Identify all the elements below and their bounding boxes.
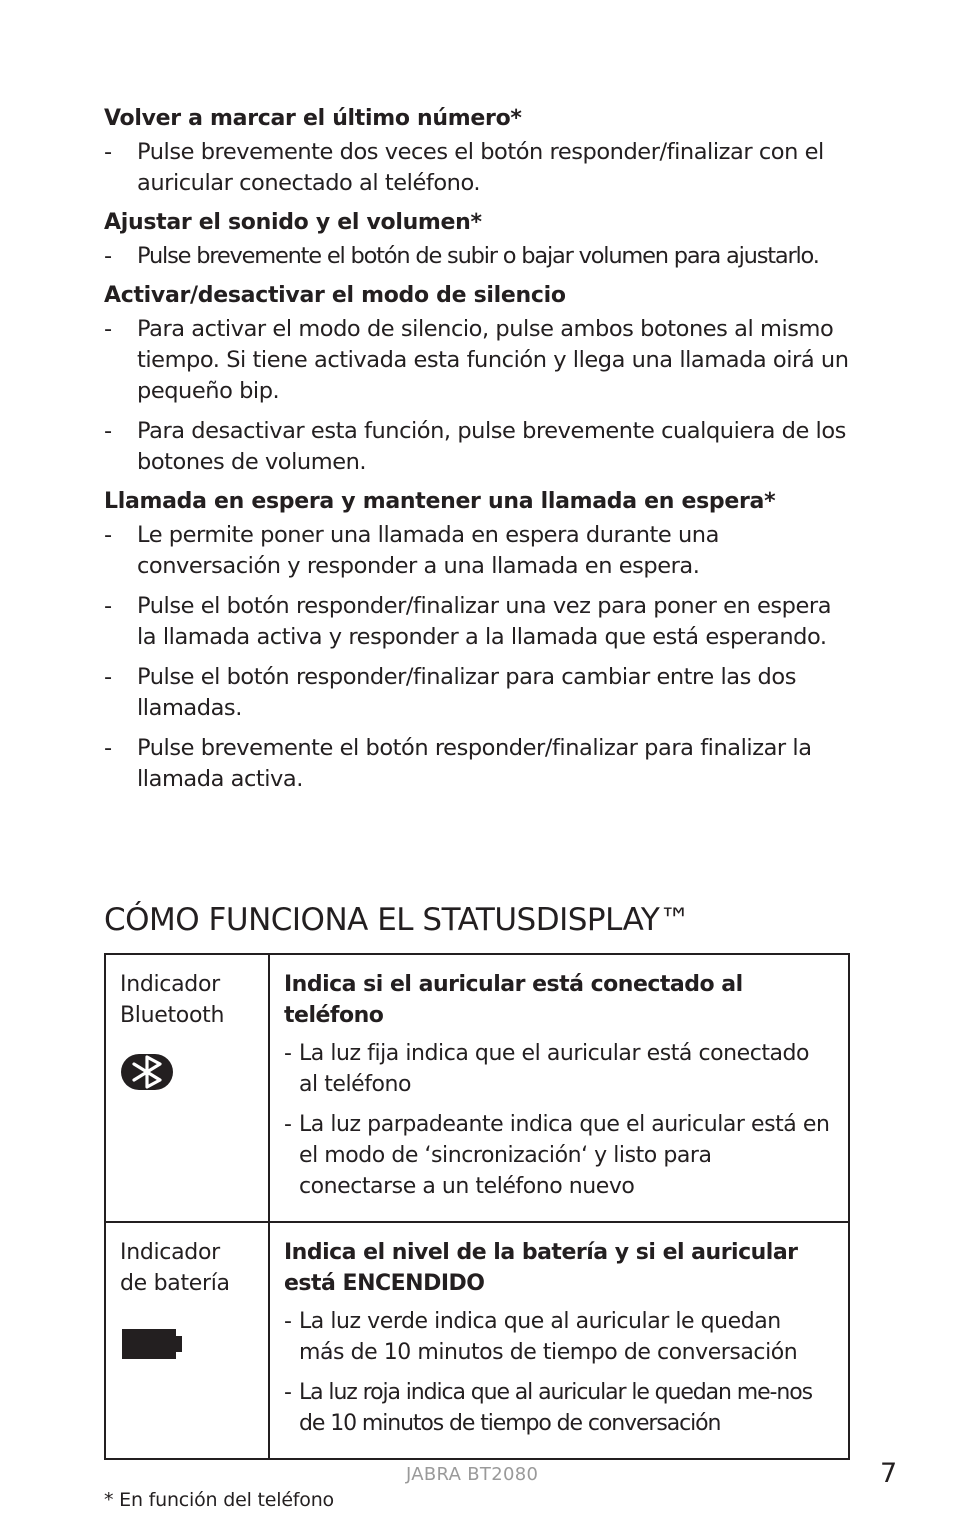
bullet-dash: - bbox=[104, 664, 112, 690]
list-item: - La luz fija indica que el auricular está conectado al teléfono bbox=[284, 1038, 832, 1100]
battery-icon bbox=[120, 1327, 254, 1370]
indicator-label-cell bbox=[105, 1222, 269, 1459]
indicator-label-cell bbox=[105, 954, 269, 1222]
bullet-dash: - bbox=[284, 1041, 292, 1066]
bullet-dash: - bbox=[104, 316, 112, 342]
bullet-dash: - bbox=[104, 593, 112, 619]
list-item: - Pulse el botón responder/finalizar una vez para poner en espera la llamada activa y responder a la llamada que está esperando. bbox=[104, 593, 832, 650]
indicator-label: Indicador bbox=[120, 1240, 220, 1265]
bullet-dash: - bbox=[104, 139, 112, 165]
section-redial bbox=[104, 104, 850, 199]
instructions-content bbox=[104, 104, 850, 804]
section-mute bbox=[104, 281, 850, 478]
list-item: - Para activar el modo de silencio, pulse ambos botones al mismo tiempo. Si tiene activada esta función y llega una llamada oirá un pequeño bip. bbox=[104, 316, 849, 404]
bullet-dash: - bbox=[284, 1112, 292, 1137]
list-item: - Pulse el botón responder/finalizar para cambiar entre las dos llamadas. bbox=[104, 664, 796, 721]
indicator-description-title: Indica el nivel de la batería y si el auricular está ENCENDIDO bbox=[284, 1240, 798, 1296]
page-number: 7 bbox=[880, 1458, 898, 1489]
list-item: - La luz parpadeante indica que el auricular está en el modo de ‘sincronización‘ y listo para conectarse a un teléfono nuevo bbox=[284, 1109, 832, 1202]
list-item: - La luz roja indica que al auricular le quedan me-nos de 10 minutos de tiempo de conversación bbox=[284, 1377, 832, 1439]
table-row bbox=[105, 954, 849, 1222]
footnote: * En función del teléfono bbox=[104, 1489, 334, 1511]
section-call-waiting bbox=[104, 487, 850, 795]
list-item: - Pulse brevemente dos veces el botón responder/finalizar con el auricular conectado al teléfono. bbox=[104, 139, 824, 196]
list-item: - Pulse brevemente el botón responder/finalizar para finalizar la llamada activa. bbox=[104, 735, 812, 792]
bullet-dash: - bbox=[104, 243, 111, 269]
description-list bbox=[284, 1306, 832, 1439]
statusdisplay-title: CÓMO FUNCIONA EL STATUSDISPLAY™ bbox=[104, 902, 690, 938]
bullet-list bbox=[104, 137, 850, 199]
footer-product-name: JABRA BT2080 bbox=[406, 1464, 539, 1485]
bluetooth-icon bbox=[120, 1053, 254, 1100]
bullet-dash: - bbox=[104, 522, 112, 548]
list-item: - Para desactivar esta función, pulse brevemente cualquiera de los botones de volumen. bbox=[104, 418, 846, 475]
bullet-dash: - bbox=[284, 1380, 291, 1405]
section-heading: Activar/desactivar el modo de silencio bbox=[104, 283, 566, 308]
description-list bbox=[284, 1038, 832, 1202]
bullet-dash: - bbox=[284, 1309, 292, 1334]
indicator-description-title: Indica si el auricular está conectado al teléfono bbox=[284, 972, 743, 1028]
statusdisplay-table bbox=[104, 953, 850, 1460]
bullet-dash: - bbox=[104, 418, 112, 444]
table-row bbox=[105, 1222, 849, 1459]
bullet-list bbox=[104, 241, 850, 272]
bullet-list bbox=[104, 314, 850, 478]
section-heading: Llamada en espera y mantener una llamada en espera* bbox=[104, 489, 776, 514]
indicator-label: Bluetooth bbox=[120, 1003, 225, 1028]
bullet-list bbox=[104, 520, 850, 795]
indicator-label: de batería bbox=[120, 1271, 230, 1296]
section-heading: Volver a marcar el último número* bbox=[104, 106, 522, 131]
indicator-description-cell bbox=[269, 1222, 849, 1459]
list-item: - La luz verde indica que al auricular le quedan más de 10 minutos de tiempo de conversación bbox=[284, 1306, 832, 1368]
list-item: - Pulse brevemente el botón de subir o bajar volumen para ajustarlo. bbox=[104, 241, 850, 272]
section-heading: Ajustar el sonido y el volumen* bbox=[104, 210, 482, 235]
indicator-description-cell bbox=[269, 954, 849, 1222]
indicator-label: Indicador bbox=[120, 972, 220, 997]
list-item: - Le permite poner una llamada en espera durante una conversación y responder a una llamada en espera. bbox=[104, 522, 719, 579]
section-volume bbox=[104, 208, 850, 272]
bullet-dash: - bbox=[104, 735, 112, 761]
